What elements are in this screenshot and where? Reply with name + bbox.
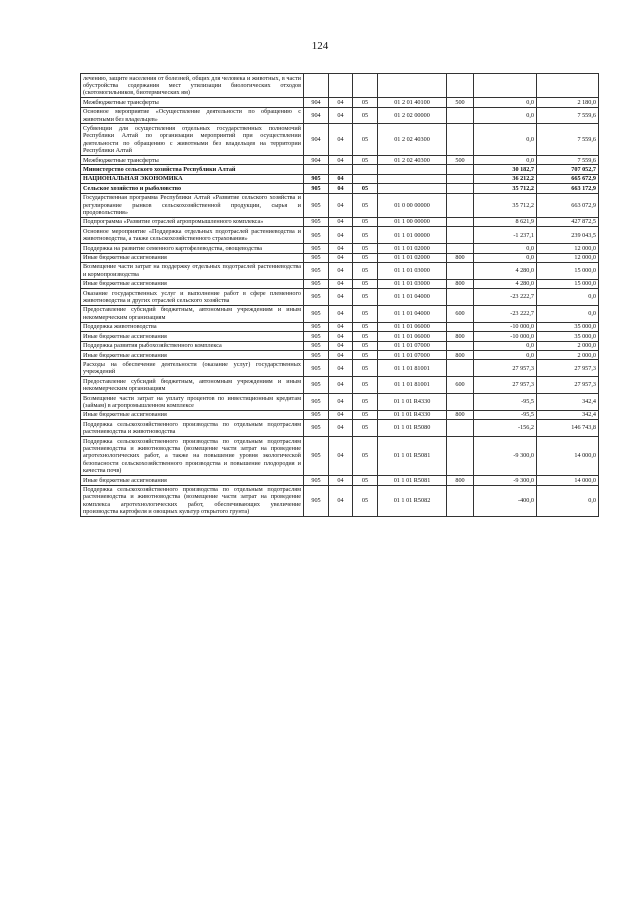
row-vr-cell (447, 322, 474, 331)
row-pr-cell: 05 (353, 227, 378, 244)
row-amount-2-cell: 15 000,0 (537, 279, 599, 288)
row-ved-cell: 905 (304, 322, 329, 331)
row-name-cell: Сельское хозяйство и рыболовство (81, 184, 304, 193)
row-ved-cell: 905 (304, 410, 329, 419)
row-amount-2-cell: 35 000,0 (537, 332, 599, 341)
table-row (81, 98, 599, 107)
table-row (81, 289, 599, 306)
row-amount-1-cell: -400,0 (474, 485, 537, 517)
row-ved-cell: 905 (304, 217, 329, 226)
row-pr-cell: 05 (353, 360, 378, 377)
row-amount-1-cell: 8 621,9 (474, 217, 537, 226)
row-pr-cell: 05 (353, 437, 378, 476)
row-pr-cell (353, 165, 378, 174)
row-ved-cell: 905 (304, 262, 329, 279)
row-rz-cell: 04 (329, 322, 353, 331)
row-csr-cell: 01 1 00 00000 (378, 217, 447, 226)
table-row (81, 262, 599, 279)
row-pr-cell: 05 (353, 322, 378, 331)
row-rz-cell: 04 (329, 360, 353, 377)
page-number: 124 (311, 40, 329, 52)
table-row (81, 279, 599, 288)
row-name-cell: Министерство сельского хозяйства Республики Алтай (81, 165, 304, 174)
row-rz-cell: 04 (329, 98, 353, 107)
row-csr-cell: 01 1 01 06000 (378, 322, 447, 331)
table-row (81, 410, 599, 419)
row-amount-1-cell: 36 212,2 (474, 174, 537, 183)
row-ved-cell: 904 (304, 98, 329, 107)
table-row (81, 476, 599, 485)
row-csr-cell: 01 0 00 00000 (378, 193, 447, 217)
row-name-cell: Иные бюджетные ассигнования (81, 279, 304, 288)
row-rz-cell: 04 (329, 394, 353, 411)
row-vr-cell (447, 217, 474, 226)
table-row (81, 332, 599, 341)
row-rz-cell: 04 (329, 305, 353, 322)
row-amount-2-cell: 15 000,0 (537, 262, 599, 279)
table-row (81, 227, 599, 244)
row-vr-cell (447, 394, 474, 411)
row-csr-cell: 01 2 02 40300 (378, 124, 447, 156)
row-vr-cell (447, 341, 474, 350)
row-pr-cell: 05 (353, 244, 378, 253)
row-amount-1-cell: -10 000,0 (474, 322, 537, 331)
row-amount-2-cell: 27 957,3 (537, 377, 599, 394)
row-pr-cell (353, 174, 378, 183)
row-name-cell: Поддержка развития рыбохозяйственного комплекса (81, 341, 304, 350)
row-name-cell: Межбюджетные трансферты (81, 98, 304, 107)
row-csr-cell (378, 74, 447, 98)
row-pr-cell: 05 (353, 193, 378, 217)
table-row (81, 322, 599, 331)
row-amount-1-cell: 0,0 (474, 341, 537, 350)
row-vr-cell (447, 165, 474, 174)
row-pr-cell: 05 (353, 124, 378, 156)
row-name-cell: Иные бюджетные ассигнования (81, 351, 304, 360)
row-pr-cell: 05 (353, 98, 378, 107)
row-amount-2-cell: 665 672,9 (537, 174, 599, 183)
row-csr-cell: 01 1 01 04000 (378, 289, 447, 306)
row-amount-2-cell: 27 957,3 (537, 360, 599, 377)
row-vr-cell (447, 485, 474, 517)
row-amount-1-cell: 30 182,7 (474, 165, 537, 174)
table-row (81, 253, 599, 262)
row-amount-1-cell: -156,2 (474, 420, 537, 437)
table-row (81, 244, 599, 253)
row-csr-cell: 01 1 01 02000 (378, 244, 447, 253)
row-ved-cell: 905 (304, 485, 329, 517)
row-ved-cell: 905 (304, 332, 329, 341)
row-name-cell: Поддержка на развитие семенного картофелеводства, овощеводства (81, 244, 304, 253)
row-amount-2-cell: 7 559,6 (537, 124, 599, 156)
row-name-cell: Государственная программа Республики Алтай «Развитие сельского хозяйства и регулирование рынков сельскохозяйственной продукции, сырья и продовольствия» (81, 193, 304, 217)
row-rz-cell: 04 (329, 410, 353, 419)
row-name-cell: Основное мероприятие «Осуществление деятельности по обращению с животными без владельцев» (81, 107, 304, 124)
row-rz-cell (329, 165, 353, 174)
row-amount-1-cell: 27 957,3 (474, 377, 537, 394)
table-row (81, 184, 599, 193)
row-amount-1-cell: 0,0 (474, 107, 537, 124)
row-amount-1-cell: -9 300,0 (474, 476, 537, 485)
row-rz-cell: 04 (329, 184, 353, 193)
row-csr-cell (378, 174, 447, 183)
row-ved-cell (304, 165, 329, 174)
row-vr-cell (447, 420, 474, 437)
row-name-cell: Субвенции для осуществления отдельных государственных полномочий Республики Алтай по организации мероприятий при осуществлении деятельности по обращению с животными без владельцев на территории Республики Алтай (81, 124, 304, 156)
row-rz-cell: 04 (329, 124, 353, 156)
row-pr-cell: 05 (353, 279, 378, 288)
row-amount-2-cell: 342,4 (537, 394, 599, 411)
table-row (81, 174, 599, 183)
row-amount-1-cell: 0,0 (474, 351, 537, 360)
row-name-cell: Оказание государственных услуг и выполнение работ в сфере племенного животноводства и других отраслей сельского хозяйства (81, 289, 304, 306)
row-vr-cell (447, 289, 474, 306)
row-vr-cell (447, 193, 474, 217)
row-name-cell: Иные бюджетные ассигнования (81, 476, 304, 485)
row-name-cell: Поддержка сельскохозяйственного производства по отдельным подотраслям растениеводства и животноводства (81, 420, 304, 437)
row-csr-cell: 01 1 01 02000 (378, 253, 447, 262)
row-rz-cell: 04 (329, 107, 353, 124)
row-rz-cell: 04 (329, 341, 353, 350)
row-amount-1-cell: 0,0 (474, 244, 537, 253)
row-pr-cell: 05 (353, 410, 378, 419)
row-ved-cell: 905 (304, 279, 329, 288)
row-name-cell: Возмещение части затрат на поддержку отдельных подотраслей растениеводства и кормопроизводства (81, 262, 304, 279)
table-row (81, 107, 599, 124)
row-vr-cell (447, 262, 474, 279)
row-csr-cell: 01 2 01 40100 (378, 98, 447, 107)
row-ved-cell: 905 (304, 289, 329, 306)
row-rz-cell: 04 (329, 485, 353, 517)
row-amount-2-cell: 14 000,0 (537, 437, 599, 476)
row-ved-cell: 905 (304, 351, 329, 360)
row-amount-2-cell: 427 872,5 (537, 217, 599, 226)
table-row (81, 360, 599, 377)
table-row (81, 124, 599, 156)
row-csr-cell (378, 184, 447, 193)
row-rz-cell: 04 (329, 332, 353, 341)
row-amount-2-cell: 663 172,9 (537, 184, 599, 193)
table-row (81, 394, 599, 411)
row-vr-cell (447, 124, 474, 156)
row-pr-cell: 05 (353, 289, 378, 306)
row-vr-cell (447, 437, 474, 476)
row-ved-cell: 905 (304, 305, 329, 322)
row-ved-cell: 905 (304, 394, 329, 411)
row-csr-cell: 01 1 01 00000 (378, 227, 447, 244)
row-pr-cell: 05 (353, 332, 378, 341)
row-name-cell: НАЦИОНАЛЬНАЯ ЭКОНОМИКА (81, 174, 304, 183)
row-ved-cell: 905 (304, 174, 329, 183)
row-amount-1-cell: 4 280,0 (474, 279, 537, 288)
row-rz-cell: 04 (329, 156, 353, 165)
row-amount-2-cell: 35 000,0 (537, 322, 599, 331)
row-csr-cell: 01 1 01 03000 (378, 262, 447, 279)
row-csr-cell: 01 1 01 07000 (378, 341, 447, 350)
row-ved-cell: 905 (304, 184, 329, 193)
row-amount-2-cell: 663 072,9 (537, 193, 599, 217)
row-amount-2-cell: 14 000,0 (537, 476, 599, 485)
row-vr-cell: 800 (447, 279, 474, 288)
row-amount-1-cell: 0,0 (474, 98, 537, 107)
row-vr-cell: 800 (447, 332, 474, 341)
row-amount-1-cell: 4 280,0 (474, 262, 537, 279)
row-ved-cell: 905 (304, 476, 329, 485)
row-amount-2-cell (537, 74, 599, 98)
row-amount-1-cell: 0,0 (474, 253, 537, 262)
row-rz-cell: 04 (329, 279, 353, 288)
row-amount-1-cell: 27 957,3 (474, 360, 537, 377)
row-ved-cell: 905 (304, 377, 329, 394)
row-rz-cell (329, 74, 353, 98)
row-amount-2-cell: 7 559,6 (537, 107, 599, 124)
row-amount-2-cell: 707 052,7 (537, 165, 599, 174)
table-row (81, 341, 599, 350)
row-name-cell: Поддержка сельскохозяйственного производства по отдельным подотраслям растениеводства и животноводства (возмещение части затрат на проведение комплекса агротехнологических работ, обеспечивающих увеличение производства картофеля и овощных культур открытого грунта) (81, 485, 304, 517)
row-vr-cell (447, 184, 474, 193)
row-amount-1-cell: -10 000,0 (474, 332, 537, 341)
row-rz-cell: 04 (329, 351, 353, 360)
row-name-cell: Основное мероприятие «Поддержка отдельных подотраслей растениеводства и животноводства, а также сельскохозяйственного страхования» (81, 227, 304, 244)
row-pr-cell: 05 (353, 377, 378, 394)
row-vr-cell (447, 174, 474, 183)
row-vr-cell (447, 107, 474, 124)
row-amount-2-cell: 2 000,0 (537, 341, 599, 350)
row-amount-1-cell: -95,5 (474, 394, 537, 411)
row-amount-1-cell: 0,0 (474, 156, 537, 165)
row-rz-cell: 04 (329, 377, 353, 394)
row-amount-2-cell: 342,4 (537, 410, 599, 419)
row-vr-cell: 800 (447, 253, 474, 262)
row-csr-cell: 01 1 01 04000 (378, 305, 447, 322)
row-amount-2-cell: 0,0 (537, 289, 599, 306)
table-row (81, 165, 599, 174)
row-rz-cell: 04 (329, 217, 353, 226)
row-rz-cell: 04 (329, 437, 353, 476)
row-amount-1-cell (474, 74, 537, 98)
row-ved-cell: 904 (304, 107, 329, 124)
row-amount-1-cell: -95,5 (474, 410, 537, 419)
budget-table-body (81, 74, 599, 517)
row-pr-cell: 05 (353, 351, 378, 360)
row-vr-cell: 500 (447, 98, 474, 107)
row-name-cell: Подпрограмма «Развитие отраслей агропромышленного комплекса» (81, 217, 304, 226)
row-rz-cell: 04 (329, 253, 353, 262)
row-ved-cell: 904 (304, 156, 329, 165)
budget-table (80, 73, 599, 517)
row-rz-cell: 04 (329, 289, 353, 306)
row-name-cell: Поддержка животноводства (81, 322, 304, 331)
row-ved-cell: 905 (304, 360, 329, 377)
row-pr-cell: 05 (353, 394, 378, 411)
row-rz-cell: 04 (329, 420, 353, 437)
row-csr-cell: 01 1 01 R4330 (378, 410, 447, 419)
row-csr-cell: 01 2 02 40300 (378, 156, 447, 165)
row-amount-2-cell: 2 000,0 (537, 351, 599, 360)
table-row (81, 485, 599, 517)
row-rz-cell: 04 (329, 244, 353, 253)
row-name-cell: Иные бюджетные ассигнования (81, 410, 304, 419)
row-amount-2-cell: 146 743,8 (537, 420, 599, 437)
row-csr-cell: 01 1 01 81001 (378, 377, 447, 394)
row-amount-1-cell: -9 300,0 (474, 437, 537, 476)
row-rz-cell: 04 (329, 174, 353, 183)
row-ved-cell: 905 (304, 253, 329, 262)
row-pr-cell: 05 (353, 420, 378, 437)
row-name-cell: Возмещение части затрат на уплату процентов по инвестиционным кредитам (займам) в агропромышленном комплексе (81, 394, 304, 411)
row-name-cell: Предоставление субсидий бюджетным, автономным учреждениям и иным некоммерческим организациям (81, 305, 304, 322)
row-amount-1-cell: -1 237,1 (474, 227, 537, 244)
row-csr-cell: 01 2 02 00000 (378, 107, 447, 124)
row-amount-1-cell: -23 222,7 (474, 305, 537, 322)
row-pr-cell: 05 (353, 156, 378, 165)
row-amount-2-cell: 239 043,5 (537, 227, 599, 244)
table-row (81, 377, 599, 394)
row-amount-2-cell: 7 559,6 (537, 156, 599, 165)
row-pr-cell: 05 (353, 107, 378, 124)
row-rz-cell: 04 (329, 262, 353, 279)
row-amount-1-cell: 0,0 (474, 124, 537, 156)
row-pr-cell: 05 (353, 485, 378, 517)
row-ved-cell: 905 (304, 437, 329, 476)
row-rz-cell: 04 (329, 193, 353, 217)
row-ved-cell (304, 74, 329, 98)
row-csr-cell (378, 165, 447, 174)
row-csr-cell: 01 1 01 03000 (378, 279, 447, 288)
row-ved-cell: 905 (304, 227, 329, 244)
row-name-cell: Поддержка сельскохозяйственного производства по отдельным подотраслям растениеводства и животноводства (возмещение части затрат на проведение агротехнологических работ, а также на повышение уровня экологической безопасности сельскохозяйственного производства и повышение плодородия и качества почв) (81, 437, 304, 476)
row-ved-cell: 904 (304, 124, 329, 156)
row-name-cell: Предоставление субсидий бюджетным, автономным учреждениям и иным некоммерческим организациям (81, 377, 304, 394)
row-pr-cell: 05 (353, 341, 378, 350)
row-csr-cell: 01 1 01 R5081 (378, 476, 447, 485)
row-amount-2-cell: 2 180,0 (537, 98, 599, 107)
row-csr-cell: 01 1 01 R5081 (378, 437, 447, 476)
row-vr-cell (447, 244, 474, 253)
row-vr-cell: 600 (447, 305, 474, 322)
row-pr-cell: 05 (353, 253, 378, 262)
table-row (81, 305, 599, 322)
row-pr-cell (353, 74, 378, 98)
row-vr-cell (447, 360, 474, 377)
row-pr-cell: 05 (353, 305, 378, 322)
row-name-cell: Иные бюджетные ассигнования (81, 332, 304, 341)
row-vr-cell: 600 (447, 377, 474, 394)
row-pr-cell: 05 (353, 476, 378, 485)
row-csr-cell: 01 1 01 06000 (378, 332, 447, 341)
row-amount-1-cell: 35 712,2 (474, 184, 537, 193)
row-csr-cell: 01 1 01 81001 (378, 360, 447, 377)
row-csr-cell: 01 1 01 R5082 (378, 485, 447, 517)
row-vr-cell: 800 (447, 351, 474, 360)
row-amount-2-cell: 0,0 (537, 305, 599, 322)
row-amount-2-cell: 12 000,0 (537, 253, 599, 262)
row-amount-1-cell: -23 222,7 (474, 289, 537, 306)
row-amount-2-cell: 12 000,0 (537, 244, 599, 253)
table-row (81, 193, 599, 217)
row-vr-cell (447, 74, 474, 98)
row-vr-cell: 500 (447, 156, 474, 165)
row-vr-cell: 800 (447, 410, 474, 419)
row-name-cell: Расходы на обеспечение деятельности (оказание услуг) государственных учреждений (81, 360, 304, 377)
table-row (81, 351, 599, 360)
row-csr-cell: 01 1 01 R4330 (378, 394, 447, 411)
row-pr-cell: 05 (353, 217, 378, 226)
row-vr-cell: 800 (447, 476, 474, 485)
table-row (81, 437, 599, 476)
row-ved-cell: 905 (304, 420, 329, 437)
table-row (81, 420, 599, 437)
row-amount-1-cell: 35 712,2 (474, 193, 537, 217)
row-rz-cell: 04 (329, 227, 353, 244)
row-pr-cell: 05 (353, 262, 378, 279)
row-rz-cell: 04 (329, 476, 353, 485)
row-name-cell: лечению, защите населения от болезней, общих для человека и животных, в части обустройства содержания мест утилизации биологических отходов (скотомогильников, биотермических ям) (81, 74, 304, 98)
row-csr-cell: 01 1 01 07000 (378, 351, 447, 360)
table-row (81, 217, 599, 226)
row-amount-2-cell: 0,0 (537, 485, 599, 517)
row-vr-cell (447, 227, 474, 244)
row-name-cell: Иные бюджетные ассигнования (81, 253, 304, 262)
row-ved-cell: 905 (304, 244, 329, 253)
row-pr-cell: 05 (353, 184, 378, 193)
row-ved-cell: 905 (304, 193, 329, 217)
row-csr-cell: 01 1 01 R5080 (378, 420, 447, 437)
table-row (81, 74, 599, 98)
table-row (81, 156, 599, 165)
row-name-cell: Межбюджетные трансферты (81, 156, 304, 165)
row-ved-cell: 905 (304, 341, 329, 350)
